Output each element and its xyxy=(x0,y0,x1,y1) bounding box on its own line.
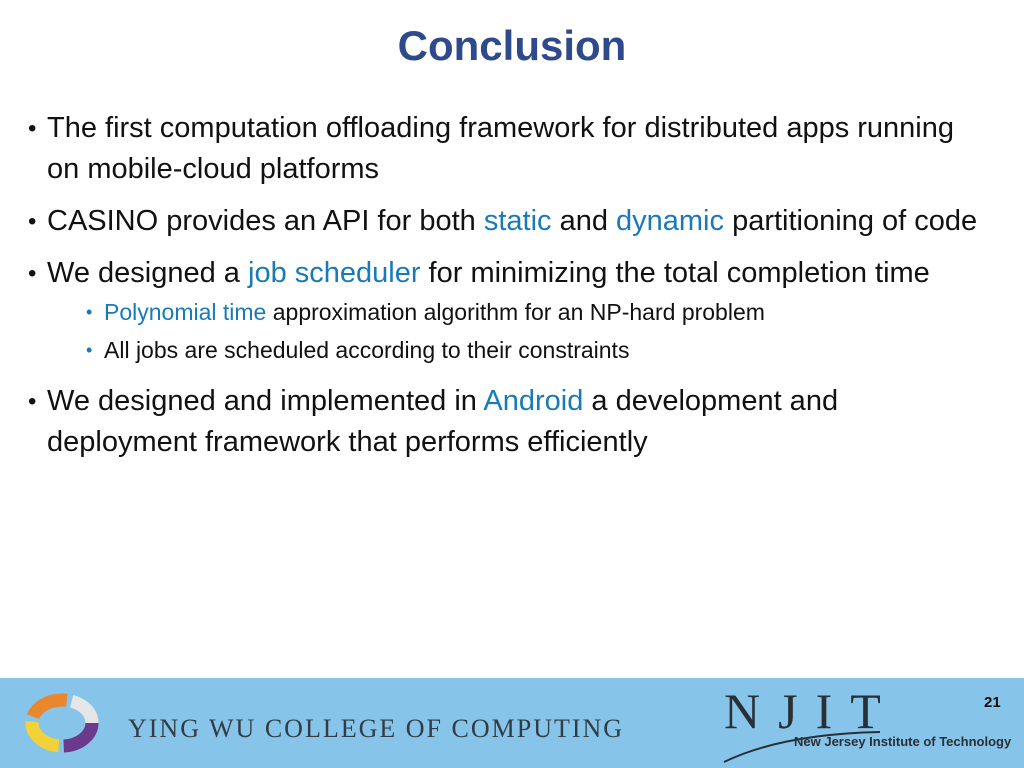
bullet-dot-icon: • xyxy=(28,260,37,287)
bullet-item-android xyxy=(28,381,988,463)
sub-bullet-text: approximation algorithm for an NP-hard problem xyxy=(266,299,765,325)
page-number: 21 xyxy=(984,694,1001,711)
bullet-item-job-scheduler xyxy=(28,253,988,370)
bullet-text: The first computation offloading framework for distributed apps running on mobile-cloud platforms xyxy=(47,112,955,185)
sub-bullet-dot-icon: • xyxy=(86,340,93,360)
bullet-text: partitioning of code xyxy=(724,205,978,237)
bullet-dot-icon: • xyxy=(28,388,37,415)
sub-bullet-item-constraints xyxy=(47,330,988,370)
highlight-job-scheduler: job scheduler xyxy=(248,257,421,289)
sub-bullet-dot-icon: • xyxy=(86,302,93,322)
highlight-android: Android xyxy=(483,385,584,417)
bullet-dot-icon: • xyxy=(28,208,37,235)
sub-bullet-text: All jobs are scheduled according to their constraints xyxy=(104,337,630,363)
highlight-dynamic: dynamic xyxy=(616,205,725,237)
njit-logo-text: NJIT xyxy=(724,683,899,739)
college-ring-logo-icon xyxy=(22,692,102,754)
slide-title: Conclusion xyxy=(397,22,627,69)
bullet-text: a development and deployment framework that performs efficiently xyxy=(47,385,839,458)
bullet-text: We designed a xyxy=(47,257,248,289)
bullet-text: and xyxy=(551,205,617,237)
highlight-static: static xyxy=(483,205,552,237)
sub-bullet-item-polynomial xyxy=(47,292,988,332)
college-name: YING WU COLLEGE OF COMPUTING xyxy=(128,714,625,743)
highlight-polynomial-time: Polynomial time xyxy=(104,299,267,325)
bullet-item-api xyxy=(28,201,988,242)
bullet-text: CASINO provides an API for both xyxy=(47,205,484,237)
footer-bar xyxy=(0,678,1024,768)
bullet-list xyxy=(28,108,988,474)
njit-full-name: New Jersey Institute of Technology xyxy=(794,734,1012,749)
bullet-text: We designed and implemented in xyxy=(47,385,484,417)
bullet-item-first-framework xyxy=(28,108,988,190)
bullet-dot-icon: • xyxy=(28,115,37,142)
bullet-text: for minimizing the total completion time xyxy=(420,257,930,289)
